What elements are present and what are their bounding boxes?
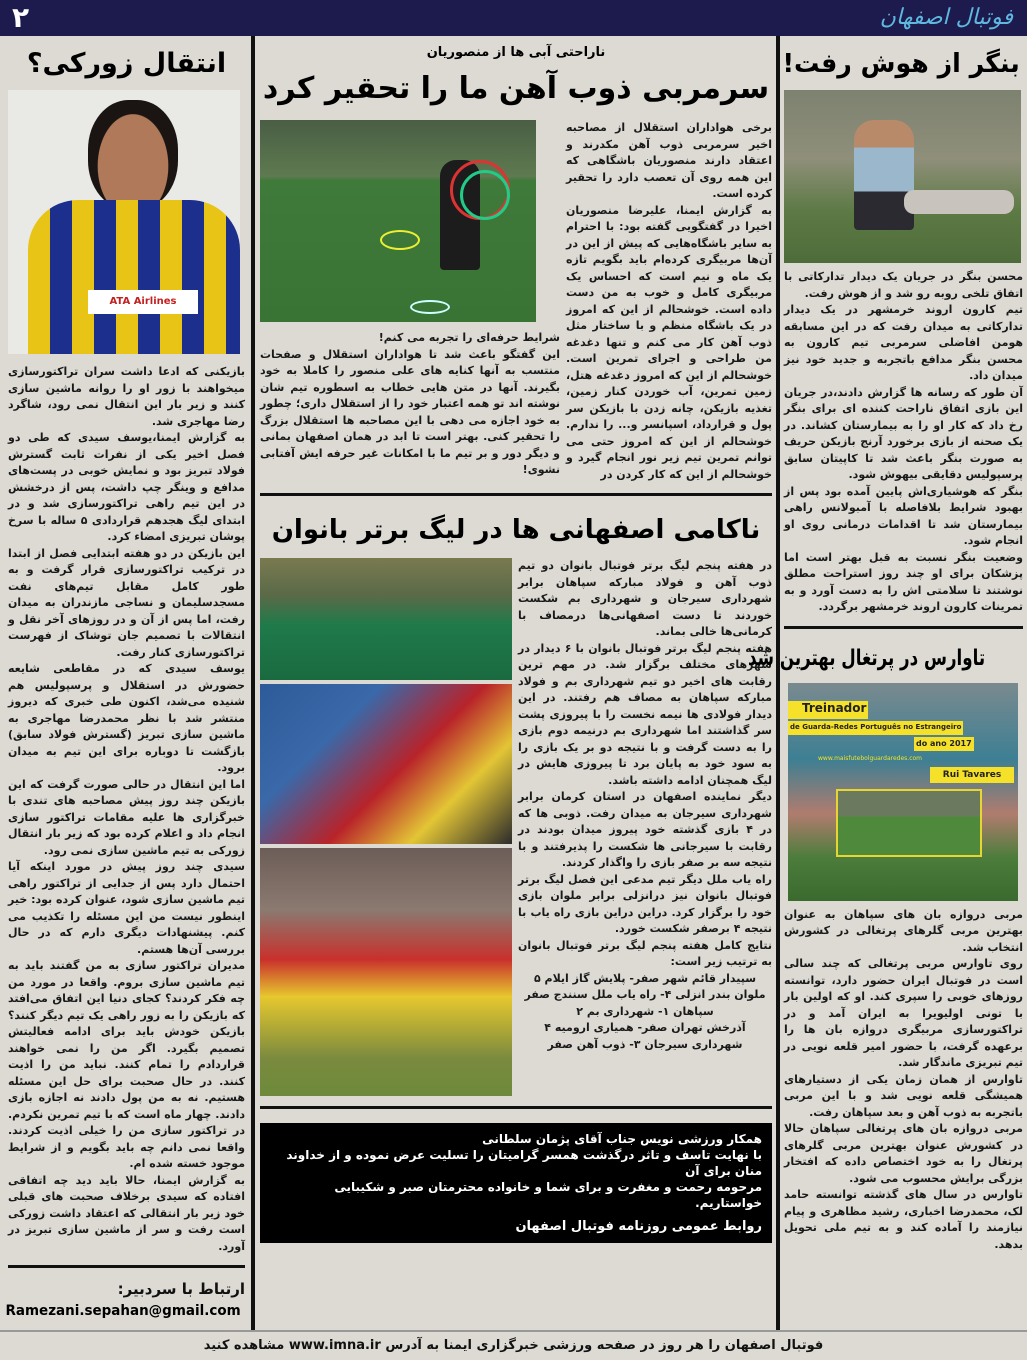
mansourian-section [260, 120, 772, 483]
women-league-section [260, 558, 772, 1096]
article-title-seyedi: انتقال زورکی؟ [26, 48, 227, 79]
section-divider [784, 626, 1023, 629]
match-results-list [518, 971, 772, 1054]
article-title-mansourian: سرمربی ذوب آهن ما را تحقیر کرد [262, 71, 770, 106]
contact-label: ارتباط با سردبیر: [117, 1280, 245, 1298]
footer-notice: فوتبال اصفهان را هر روز در صفحه ورزشی خبرگزاری ایمنا به آدرس www.imna.ir مشاهده کنید [0, 1330, 1027, 1360]
article-body-tavares: مربی دروازه بان های سپاهان به عنوان بهترین مربی گلرهای پرتغالی در کشورش انتخاب شد. روی تاوارس مربی پرتغالی که چند سالی است در فوتبال ایران حضور دارد، توانسته روزهای خوبی را سپری کند. او که اولین بار با تونی اولیویرا به ایران آمد و در تراکتورسازی مربیگری دروازه بان ها را برعهده گرفت، با حضور امیر قلعه نویی در تیم تبریزی ماندگار شد. تاوارس از همان زمان یکی از دستیارهای همیشگی قلعه نویی شد و با این مربی باتجربه به ذوب آهن و بعد سپاهان رفت. مربی دروازه بان های پرتغالی سپاهان حالا در کشورش عنوان بهترین مربی گلرهای پرتغال را به خود اختصاص داده که افتخار بزرگی برایش محسوب می شود. تاوارس در سال های گذشته توانسته حامد لک، محمدرضا اخباری، رشید مظاهری و پیام نیازمند را آماده کند و به تیم ملی تحویل بدهد. [784, 907, 1023, 1251]
photo-tavares [788, 683, 1018, 901]
condolence-signature: روابط عمومی روزنامه فوتبال اصفهان [515, 1219, 762, 1234]
condolence-line: مرحومه رحمت و مغفرت و برای شما و خانواده محترمتان صبر و شکیبایی خواستاریم. [334, 1180, 762, 1210]
photo-header-duel [260, 684, 512, 844]
left-column [0, 36, 251, 1330]
photo-mansourian [260, 120, 536, 322]
jersey-sponsor: ATA Airlines [88, 290, 198, 314]
section-divider [8, 1265, 245, 1268]
article-title-bangar: بنگر از هوش رفت! [782, 49, 1020, 79]
caption-name: Rui Tavares [930, 767, 1014, 783]
right-column [747, 36, 1027, 1330]
caption-line: Treinador [788, 701, 868, 719]
article-kicker: ناراحتی آبی ها از منصوریان [426, 45, 606, 60]
match-result: ملوان بندر انزلی ۴- راه یاب ملل سنندج صفر [524, 988, 766, 1001]
caption-url: www.maisfutebolguardaredes.com [818, 754, 923, 762]
match-result: سپیدار قائم شهر صفر- پلایش گاز ایلام ۵ [533, 971, 757, 985]
article-title-tavares: تاوارس در پرتغال بهترین شد [747, 645, 985, 671]
photo-seyedi [8, 90, 240, 354]
mansourian-left-block [260, 120, 560, 483]
condolence-line: همکار ورزشی نویس جناب آقای پژمان سلطانی [482, 1132, 762, 1146]
match-result: آذرخش تهران صفر- همیاری ارومیه ۴ [544, 1021, 746, 1034]
article-body-mansourian-col1: برخی هواداران استقلال از مصاحبه اخیر سرمربی ذوب آهن مکدرند و اعتقاد دارند منصوریان باشگاهی که این همه روی آن تعصب دارد را تحقیر کرده است. به گزارش ایمنا، علیرضا منصوریان اخیرا در گفتگویی گفته بود: با احترام به سایر باشگاه‌هایی که پیش از این در آن‌ها مربیگری کرده‌ام باید بگویم تازه یک ماه و نیم است که احساس یک مربیگری کامل و خوب به من دست داده است. خوشحالم از این که امروز در یک باشگاه منظم و با ساختار مثل ذوب آهن کار می کنم و تنها دغدغه من طراحی و اجرای تمرین است. خوشحالم از این که امروز دغدغه هتل، زمین تمرین، آب خوردن کنار زمین، تغذیه بازیکن، چانه زدن با بازیکن سر پول و قرارداد، اسپانسر و... را ندارم. خوشحالم از این که امروز حتی می توانم تمرین تیم زیر نور انجام گیرد و خوشحالم از این که کار کردن در [566, 121, 772, 481]
photo-team [260, 558, 512, 680]
page-number: ۲ [12, 1, 30, 34]
article-body-mansourian-col2: شرایط حرفه‌ای را تجربه می کنم! این گفتگو باعث شد تا هواداران استقلال و صفحات منتسب به آنها کنایه های علی منصور را کاملا به خود بگیرند. آنها در متن هایی خطاب به اسطوره تیم شان نوشته اند تو همه اعتبار خود را از استقلال داری؛ چطور به خود اجازه می دهی با این مصاحبه ها استقلال بزرگ را تحقیر کنی. بهتر است تا ابد در همان اصفهان بمانی و دیگر دور و بر تیم ما با امکانات غیر حرفه ایش آفتابی نشوی! [260, 331, 560, 476]
article-body-bangar: محسن بنگر در جریان یک دیدار تدارکاتی با اتفاق تلخی روبه رو شد و از هوش رفت. تیم کارون اروند خرمشهر در یک دیدار تدارکاتی به میدان رفت که در این مسابقه هومن افاضلی سرمربی تیم کارون به محسن بنگر مدافع باتجربه و جدید خود نیز میدان داد. آن طور که رسانه ها گزارش دادند،در جریان این بازی اتفاق ناراحت کننده ای برای بنگر رخ داد که کار او را به بیمارستان کشاند. در یک صحنه از بازی برخورد آرنج بازیکن حریف به صورت بنگر باعث شد تا کاپیتان سابق پرسپولیس دقایقی بیهوش شود. بنگر که هوشیاری‌اش پایین آمده بود پس از بهبود شرایط بلافاصله با آمبولانس راهی بیمارستان شد تا اقدامات درمانی روی او انجام شود. وضعیت بنگر نسبت به قبل بهتر است اما پزشکان برای او چند روز استراحت مطلق نوشتند تا سلامتی اش را به دست آورد و به تمرینات کارون اروند خرمشهر برگردد. [784, 270, 1023, 613]
caption-line: de Guarda-Redes Português no Estrangeiro [788, 721, 963, 735]
contact-email-link[interactable]: Ramezani.sepahan@gmail.com [5, 1303, 241, 1319]
page-columns [0, 36, 1027, 1330]
article-body-seyedi: بازیکنی که ادعا داشت سران تراکتورسازی میخواهند با زور او را روانه ماشین سازی کنند و زیر بار این انتقال نمی رود، شاگرد رضا مهاجری شد. به گزارش ایمنا،یوسف سیدی که طی دو فصل اخیر یکی از نفرات ثابت گسترش فولاد تبریز بود و نمایش خوبی در پست‌های مدافع و وینگر چپ داشت، پس از درخشش در این تیم راهی تراکتورسازی شد و در ابتدای لیگ هجدهم قراردادی ۵ ساله با سرخ پوشان تبریزی امضاء کرد. این بازیکن در دو هفته ابتدایی فصل از ابتدا در ترکیب تراکتورسازی قرار گرفت و به طور کامل مقابل تیم‌های نفت مسجدسلیمان و نساجی مازندران به میدان رفت، اما پس از آن و در روزهای آخر نقل و انتقالات با تصمیم جان توشاک از فهرست تراکتورسازی کنار رفت. یوسف سیدی که در مقاطعی شایعه حضورش در استقلال و پرسپولیس هم شنیده می‌شد، اکنون طی خبری که دیروز منتشر شد با نظر محمدرضا مهاجری به ماشین سازی تبریز (گسترش فولاد سابق) بازگشت تا دوباره برای این تیم به میدان برود. اما این انتقال در حالی صورت گرفت که این بازیکن چند روز پیش مصاحبه های تندی با خبرگزاری ها علیه مقامات تراکتور سازی انجام داد و اعلام کرده بود که زیر بار انتقال زورکی به تیم ماشین سازی نمی رود. سیدی چند روز پیش در مورد اینکه آیا احتمال دارد پس از جدایی از تراکتور راهی تیم ماشین سازی شود، عنوان کرده بود: خیر اینطور نیست من این مسئله را تکذیب می کنم. پیشنهادات دیگری دارم که در حال بررسی آن‌ها هستم. مدیران تراکتور سازی به من گفتند باید به تیم ماشین سازی بروم. واقعا در مورد من چه فکر کردند؟ کجای دنیا این اتفاق می‌افتد که بازیکن را به زور راهی یک تیم دیگر کنند؟ بازیکن خودش باید برای ادامه فعالیتش تصمیم بگیرد. اگر من را نمی خواهند قراردادم را تمام کنند. نباید من را اذیت کنند. در حال صحبت برای حل این مسئله هستیم. نه به من پول دادند نه اجازه بازی دادند. چهار ماه است که با تیم تمرین نکردم. در تراکتور سازی من را خیلی اذیت کردند. واقعا نمی دانم چه باید بگویم و از شرایط موجود خسته شده ام. به گزارش ایمنا، حالا باید دید چه اتفاقی افتاده که سیدی برخلاف صحبت های قبلی خود زیر بار انتقالی که اعتقاد داشت زورکی است رفت و سر از ماشین سازی تبریز در آورد. [8, 365, 245, 1253]
middle-column [255, 36, 776, 1330]
page-header-bar [0, 0, 1027, 36]
caption-line: do ano 2017 [914, 737, 974, 751]
match-result: سپاهان ۱- شهرداری بم ۲ [576, 1004, 714, 1018]
photo-bangar [784, 90, 1021, 263]
match-result: شهرداری سیرجان ۳- ذوب آهن صفر [547, 1037, 743, 1051]
photo-match-action [260, 848, 512, 1096]
section-divider [260, 1106, 772, 1109]
condolence-line: با نهایت تاسف و تاثر درگذشت همسر گرامیتان را تسلیت عرض نموده و از خداوند منان برای آن [286, 1148, 762, 1178]
condolence-notice [260, 1123, 772, 1243]
newspaper-logo: فوتبال اصفهان [879, 5, 1013, 30]
section-divider [260, 493, 772, 496]
article-title-women-league: ناکامی اصفهانی ها در لیگ برتر بانوان [271, 515, 761, 545]
women-league-photos [260, 558, 512, 1096]
article-body-women-league: در هفته پنجم لیگ برتر فوتبال بانوان دو تیم ذوب آهن و فولاد مبارکه سپاهان برابر شهرداری سیرجان و شهرداری بم شکست خوردند تا دست اصفهانی‌ها درمصاف با کرمانی‌ها خالی بماند. هفته پنجم لیگ برتر فوتبال بانوان با ۶ دیدار در شهرهای مختلف برگزار شد. در مهم ترین رقابت های اخیر دو تیم شهرداری بم و فولاد مبارکه سپاهان به مصاف هم رفتند. در این دیدار فولادی ها نیمه نخست را با پیروزی پشت سر گذاشتند اما شهرداری بم درنیمه دوم بازی را به دست گرفت و با نتیجه دو بر یک بازی را به سود خود به پایان برد تا پیروزی هایش در لیگ همچنان ادامه داشته باشد. دیگر نماینده اصفهان در استان کرمان برابر شهرداری سیرجان به میدان رفت. ذوبی ها که در ۴ بازی گذشته خود پیروز میدان بودند در رقابت با سیرجانی ها شکست را پذیرفتند و با نتیجه سه بر صفر بازی را واگذار کردند. راه یاب ملل دیگر تیم مدعی این فصل لیگ برتر فوتبال بانوان نیز درانزلی برابر ملوان بازی خود را برگزار کرد. دراین دراین بازی راه یاب با نتیجه ۴ برصفر شکست خورد. نتایج کامل هفته پنجم لیگ برتر فوتبال بانوان به ترتیب زیر است: سپیدار قائم شهر صفر- پلایش گاز ایلام ۵ ملوان بندر انزلی ۴- راه یاب ملل سنندج صفر سپاهان ۱- شهرداری بم ۲ آذرخش تهران صفر- همیاری ارومیه ۴ شهرداری سیرجان ۳- ذوب آهن صفر [518, 558, 772, 1096]
